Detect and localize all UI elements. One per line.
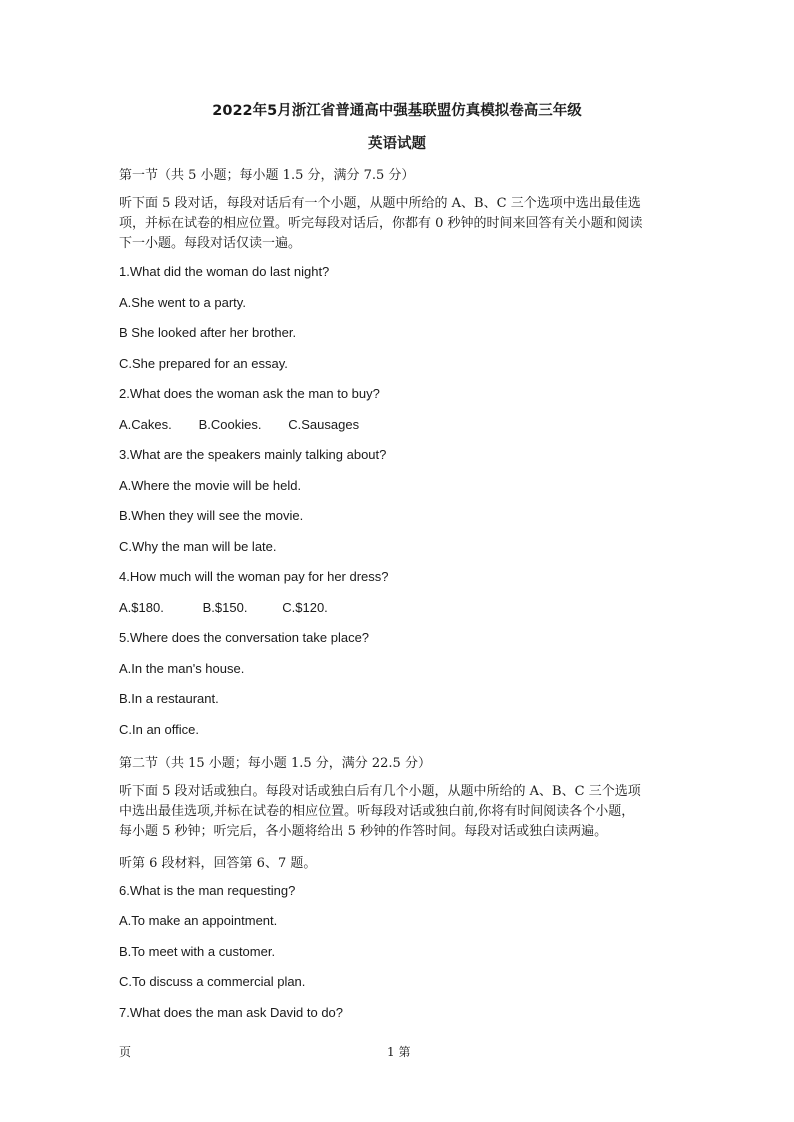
section1-instruction-line: 听下面 5 段对话，每段对话后有一个小题，从题中所给的 A、B、C 三个选项中选出最佳选 xyxy=(119,196,641,211)
section2-instruction-line: 听下面 5 段对话或独白。每段对话或独白后有几个小题，从题中所给的 A、B、C 三个选项 xyxy=(119,784,641,799)
question-6-option-c: C.To discuss a commercial plan. xyxy=(119,974,306,989)
section2-instructions xyxy=(119,782,679,842)
section1-heading: 第一节（共 5 小题；每小题 1.5 分，满分 7.5 分） xyxy=(119,168,415,183)
question-6: 6.What is the man requesting? xyxy=(119,883,296,898)
exam-subtitle: 英语试题 xyxy=(368,136,426,152)
question-2-option-c: C.Sausages xyxy=(288,417,360,432)
question-5-option-b: B.In a restaurant. xyxy=(119,691,219,706)
section2-instruction-line: 每小题 5 秒钟；听完后，各小题将给出 5 秒钟的作答时间。每段对话或独白读两遍。 xyxy=(119,824,608,839)
question-2-option-b: B.Cookies. xyxy=(198,417,262,432)
question-3-option-c: C.Why the man will be late. xyxy=(119,539,277,554)
question-3-option-a: A.Where the movie will be held. xyxy=(119,478,302,493)
question-4-option-a: A.$180. xyxy=(119,600,164,615)
question-3: 3.What are the speakers mainly talking about? xyxy=(119,447,387,462)
section1-instruction-line: 下一小题。每段对话仅读一遍。 xyxy=(119,236,302,251)
question-2-option-a: A.Cakes. xyxy=(119,417,172,432)
question-3-option-b: B.When they will see the movie. xyxy=(119,508,304,523)
question-7: 7.What does the man ask David to do? xyxy=(119,1005,344,1020)
section1-instructions xyxy=(119,194,679,254)
question-5-option-c: C.In an office. xyxy=(119,722,199,737)
question-6-option-a: A.To make an appointment. xyxy=(119,913,278,928)
exam-title: 2022年5月浙江省普通高中强基联盟仿真模拟卷高三年级 xyxy=(212,103,582,119)
page-number: 1 第 xyxy=(387,1045,411,1059)
question-4-option-b: B.$150. xyxy=(202,600,248,615)
question-6-option-b: B.To meet with a customer. xyxy=(119,944,276,959)
question-1: 1.What did the woman do last night? xyxy=(119,264,330,279)
section1-instruction-line: 项，并标在试卷的相应位置。听完每段对话后，你都有 0 秒钟的时间来回答有关小题和阅读 xyxy=(119,216,643,231)
section2-instruction-line: 中选出最佳选项,并标在试卷的相应位置。听每段对话或独白前,你将有时间阅读各个小题， xyxy=(119,804,635,819)
footer-left: 页 xyxy=(119,1045,132,1059)
question-1-option-c: C.She prepared for an essay. xyxy=(119,356,288,371)
section2-heading: 第二节（共 15 小题；每小题 1.5 分，满分 22.5 分） xyxy=(119,756,431,771)
question-5-option-a: A.In the man's house. xyxy=(119,661,245,676)
material-note: 听第 6 段材料，回答第 6、7 题。 xyxy=(119,856,317,871)
question-2: 2.What does the woman ask the man to buy? xyxy=(119,386,380,401)
question-4-option-c: C.$120. xyxy=(282,600,328,615)
question-4-options xyxy=(119,600,328,615)
question-4: 4.How much will the woman pay for her dress? xyxy=(119,569,389,584)
question-1-option-a: A.She went to a party. xyxy=(119,295,246,310)
question-1-option-b: B She looked after her brother. xyxy=(119,325,297,340)
question-5: 5.Where does the conversation take place? xyxy=(119,630,370,645)
question-2-options xyxy=(119,417,359,432)
